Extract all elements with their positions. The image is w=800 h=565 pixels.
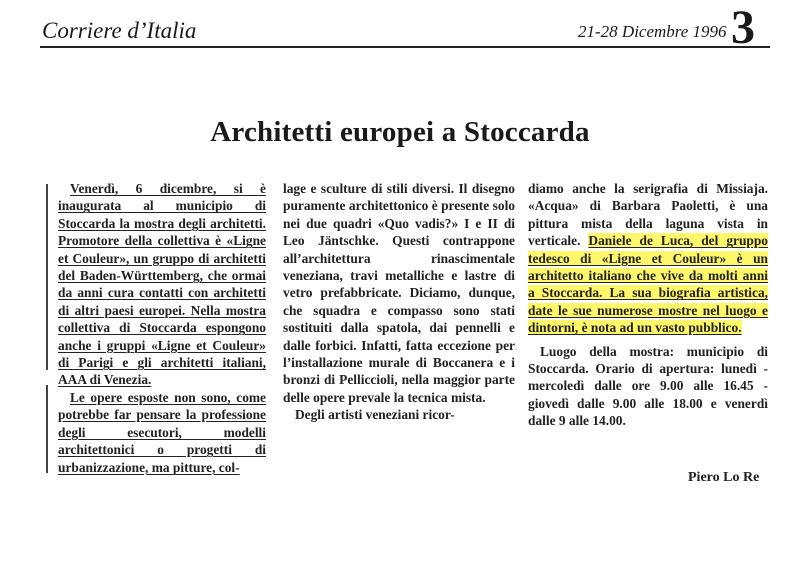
masthead-name: Corriere d’Italia <box>42 18 197 43</box>
paragraph: Degli artisti veneziani ricor- <box>295 407 455 423</box>
margin-mark <box>46 184 48 370</box>
page-number: 3 <box>731 1 755 54</box>
article-column-1 <box>58 180 266 476</box>
article-column-2 <box>283 180 515 424</box>
header-rule <box>40 46 770 48</box>
author-signature: Piero Lo Re <box>688 470 760 485</box>
exhibition-info: Luogo della mostra: municipio di Stoccarda. Orario di apertura: lunedì - mercoledì dalle ore 9.00 alle 16.45 - giovedì dalle 9.00 alle 18.00 e venerdì dalle 9 alle 14.00. <box>528 343 768 429</box>
paragraph: Le opere esposte non sono, come potrebbe far pensare la professione degli esecutori, modelli architettonici o progetti di urbanizzazione, ma pitture, col- <box>58 389 266 475</box>
masthead-date: 21-28 Dicembre 1996 <box>578 22 727 41</box>
paragraph: lage e sculture di stili diversi. Il disegno puramente architettonico è presente solo nei due quadri «Quo vadis?» I e II di Leo Jäntschke. Questi contrappone all’architettura rinascimentale veneziana, travi metalliche e lastre di vetro prefabbricate. Diciamo, dunque, che squadra e compasso sono stati sostituiti dalla spatola, dai pennelli e dalle forbici. Infatti, fatta eccezione per l’installazione murale di Boccanera e i bronzi di Pelliccioli, nella maggior parte delle opere prevale la tecnica mista. <box>283 181 515 405</box>
highlighted-passage: Daniele de Luca, del gruppo tedesco di «Ligne et Couleur» è un architetto italiano che vive da molti anni a Stoccarda. La sua biografia artistica, date le sue numerose mostre nel luogo e dintorni, è nota ad un vasto pubblico. <box>528 233 769 336</box>
paragraph: Venerdì, 6 dicembre, si è inaugurata al municipio di Stoccarda la mostra degli architetti. Promotore della collettiva è «Ligne et Couleur», un gruppo di architetti del Baden-Württemberg, che ormai da anni cura contatti con architetti di altri paesi europei. Nella mostra collettiva di Stoccarda espongono anche i gruppi «Ligne et Couleur» di Parigi e gli architetti italiani, AAA di Venezia. <box>58 181 266 388</box>
margin-mark <box>46 385 48 473</box>
headline: Architetti europei a Stoccarda <box>210 116 590 148</box>
paragraph: diamo anche la serigrafia di Missiaja. «Acqua» di Barbara Paoletti, è una pittura mista della laguna vista in verticale. <box>528 181 768 249</box>
article-column-3 <box>528 180 768 430</box>
